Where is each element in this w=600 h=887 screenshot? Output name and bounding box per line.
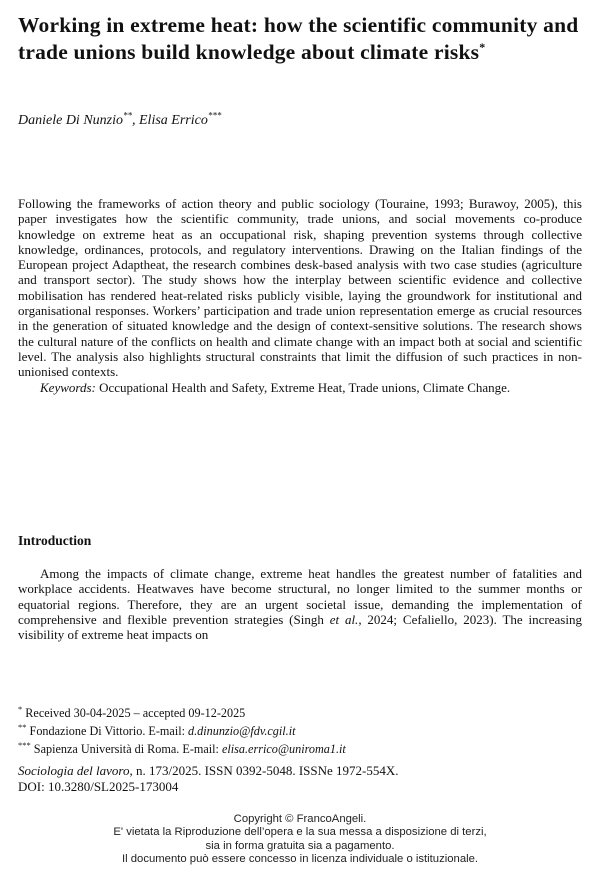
footnote-1-text: Received 30-04-2025 – accepted 09-12-2025	[25, 706, 246, 720]
authors-line	[18, 110, 582, 129]
author-1: Daniele Di Nunzio	[18, 113, 123, 128]
authors-separator: ,	[132, 113, 139, 128]
intro-text-after: , 2024; Cefaliello, 2023). The increasing visibility of extreme heat impacts on	[18, 611, 582, 643]
footnote-affiliation-1	[18, 722, 582, 740]
footnotes-section	[18, 704, 582, 758]
author-2-footnote-marker: ***	[207, 110, 222, 121]
journal-issue-line	[18, 763, 582, 779]
footnote-2-marker: **	[18, 721, 27, 732]
footnote-3-email: elisa.errico@uniroma1.it	[221, 742, 346, 756]
abstract-section	[18, 196, 582, 395]
footnote-2-email: d.dinunzio@fdv.cgil.it	[188, 724, 296, 738]
footnote-2-text: Fondazione Di Vittorio. E-mail:	[29, 724, 189, 738]
author-1-footnote-marker: **	[123, 110, 132, 121]
copyright-line-4: Il documento può essere concesso in licenza individuale o istituzionale.	[121, 852, 479, 865]
footnote-affiliation-2	[18, 740, 582, 758]
copyright-line-3: sia in forma gratuita sia a pagamento.	[205, 839, 395, 852]
copyright-line-1: Copyright © FrancoAngeli.	[233, 813, 367, 825]
footnote-1-marker: *	[18, 703, 23, 714]
keywords-line	[18, 380, 582, 395]
introduction-paragraph	[18, 566, 582, 642]
keywords-label: Keywords:	[40, 379, 96, 395]
intro-etal-italic: et al.	[329, 611, 359, 627]
keywords-text: Occupational Health and Safety, Extreme Heat, Trade unions, Climate Change.	[95, 379, 511, 395]
intro-text-before: Among the impacts of climate change, extreme heat handles the greatest number of fatalities and workplace accidents. Heatwaves have become structural, no longer limited to the summer months or equatorial regions. Therefore, they are an urgent societal issue, demanding the implementation of comprehensive and flexible prevention strategies (Singh	[18, 566, 582, 627]
journal-info	[18, 763, 582, 795]
journal-issue-info: , n. 173/2025. ISSN 0392-5048. ISSNe 1972-554X.	[129, 763, 399, 778]
journal-name: Sociologia del lavoro	[18, 763, 130, 778]
abstract-paragraph: Following the frameworks of action theory and public sociology (Touraine, 1993; Burawoy, 2005), this paper investigates how the scientific community, trade unions, and social movements co-produce knowledge on extreme heat as an occupational risk, shaping prevention systems through collective knowledge, ordinances, protocols, and regulatory interventions. Drawing on the Italian findings of the European project Adaptheat, the research combines desk-based analysis with two case studies (agriculture and transport sector). The study shows how the interplay between scientific evidence and collective mobilisation has rendered heat-related risks publicly visible, laying the groundwork for institutional and organisational responses. Workers’ participation and trade union representation emerge as crucial resources in the generation of situated knowledge and the design of context-sensitive solutions. The research shows the cultural nature of the conflicts on health and climate change with an impact both at social and scientific level. The analysis also highlights structural constraints that limit the diffusion of such practices in non-unionised contexts.	[18, 196, 582, 380]
copyright-footer	[0, 813, 600, 866]
footnote-received	[18, 704, 582, 722]
footnote-3-text: Sapienza Università di Roma. E-mail:	[33, 742, 222, 756]
title-footnote-marker: *	[479, 39, 486, 54]
author-2: Elisa Errico	[139, 113, 208, 128]
section-heading-introduction: Introduction	[18, 533, 92, 548]
paper-title-text: Working in extreme heat: how the scientific community and trade unions build knowledge about climate risks	[18, 13, 579, 64]
paper-title	[18, 12, 582, 66]
copyright-line-2: E' vietata la Riproduzione dell’opera e la sua messa a disposizione di terzi,	[113, 826, 487, 839]
journal-doi-line: DOI: 10.3280/SL2025-173004	[18, 779, 179, 794]
footnote-3-marker: ***	[18, 739, 31, 750]
